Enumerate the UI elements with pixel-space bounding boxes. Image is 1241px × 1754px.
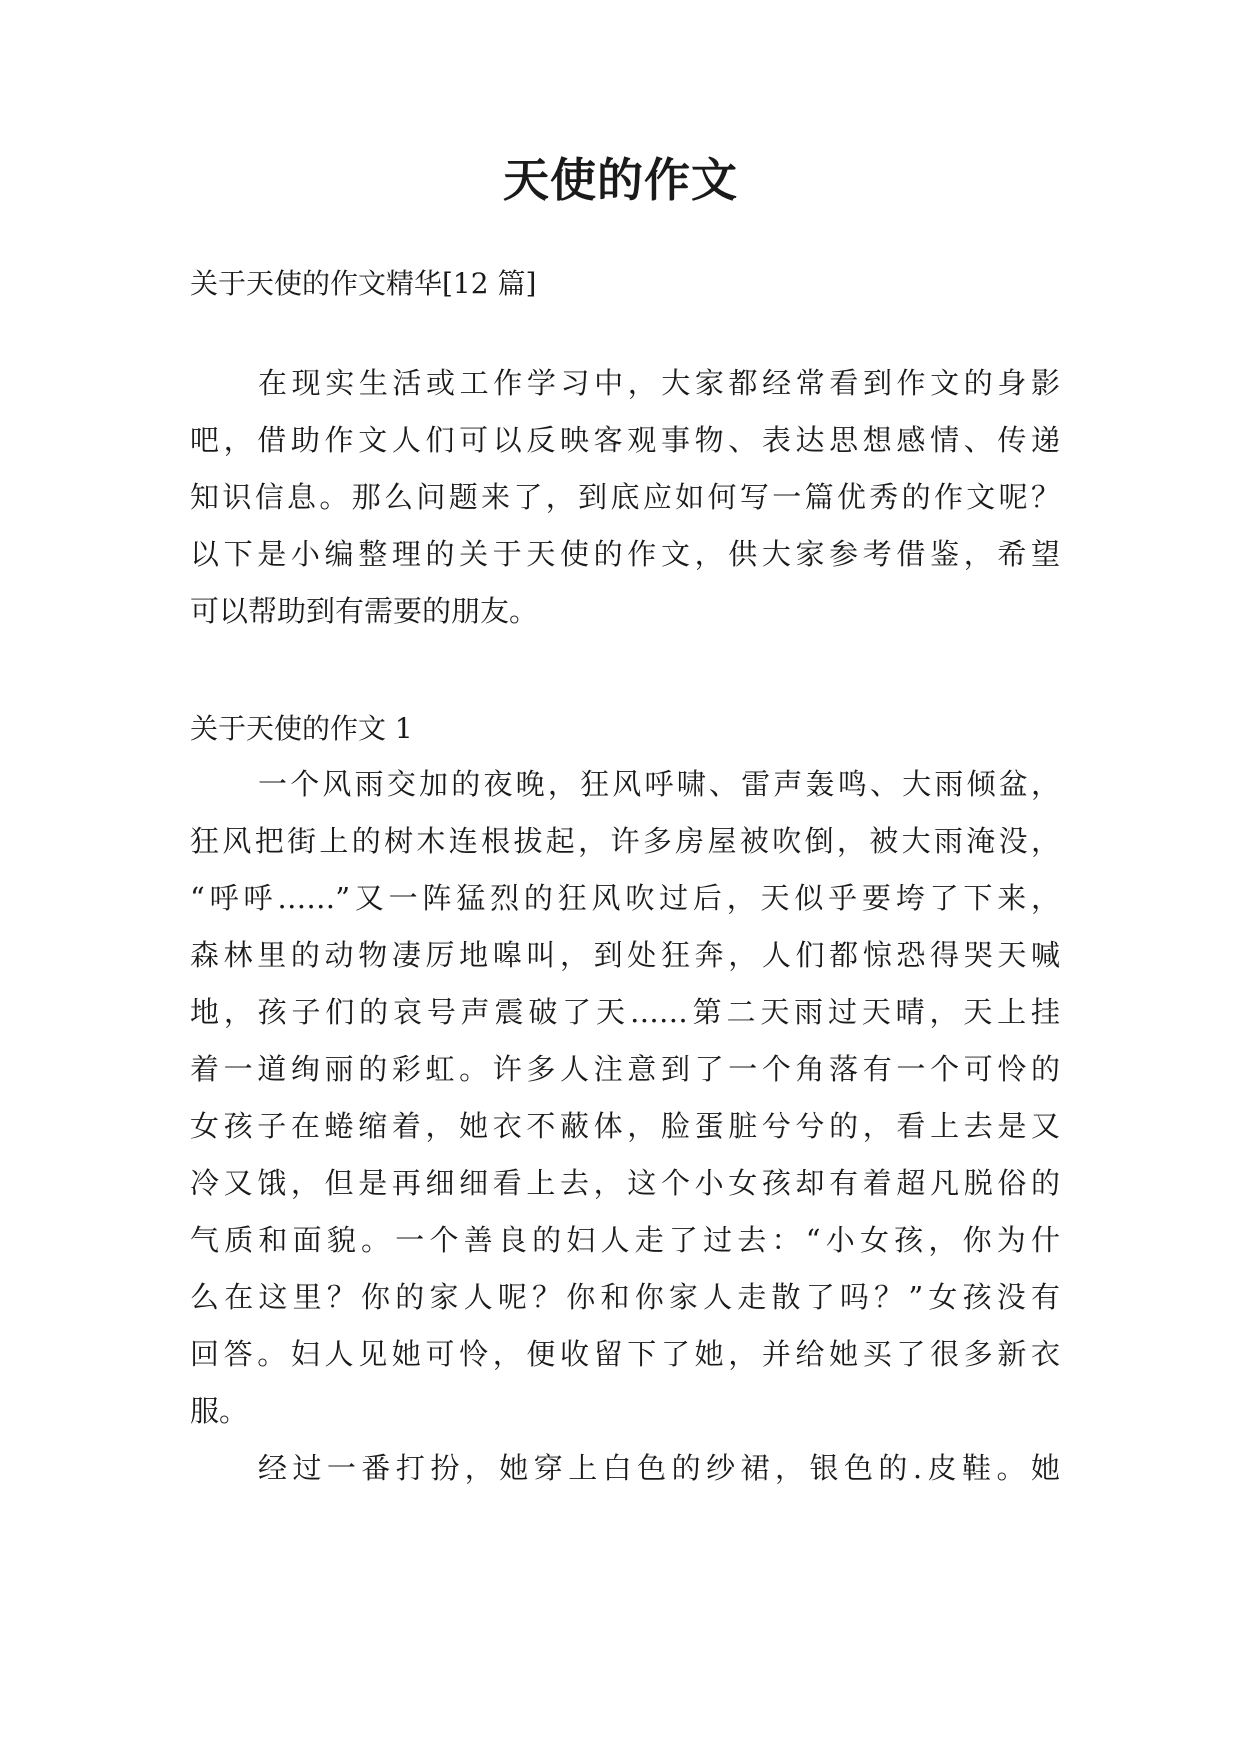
paragraph-line: 着一道绚丽的彩虹。许多人注意到了一个角落有一个可怜的 <box>190 1052 1060 1086</box>
paragraph-line: 经过一番打扮，她穿上白色的纱裙，银色的.皮鞋。她 <box>258 1451 1060 1485</box>
paragraph-line: 狂风把街上的树木连根拔起，许多房屋被吹倒，被大雨淹没， <box>190 824 1060 858</box>
section-heading: 关于天使的作文 1 <box>190 712 413 745</box>
paragraph-line: 女孩子在蜷缩着，她衣不蔽体，脸蛋脏兮兮的，看上去是又 <box>190 1109 1060 1143</box>
paragraph-line: 服。 <box>190 1394 249 1428</box>
paragraph-line: 么在这里？你的家人呢？你和你家人走散了吗？”女孩没有 <box>190 1280 1060 1314</box>
paragraph-line: “呼呼……”又一阵猛烈的狂风吹过后，天似乎要垮了下来， <box>190 881 1060 915</box>
intro-line: 吧，借助作文人们可以反映客观事物、表达思想感情、传递 <box>190 423 1060 457</box>
paragraph-line: 一个风雨交加的夜晚，狂风呼啸、雷声轰鸣、大雨倾盆， <box>258 767 1060 801</box>
paragraph-line: 冷又饿，但是再细细看上去，这个小女孩却有着超凡脱俗的 <box>190 1166 1060 1200</box>
paragraph-line: 回答。妇人见她可怜，便收留下了她，并给她买了很多新衣 <box>190 1337 1060 1371</box>
intro-line: 在现实生活或工作学习中，大家都经常看到作文的身影 <box>258 366 1060 400</box>
paragraph-line: 地，孩子们的哀号声震破了天……第二天雨过天晴，天上挂 <box>190 995 1060 1029</box>
intro-line: 知识信息。那么问题来了，到底应如何写一篇优秀的作文呢？ <box>190 480 1060 514</box>
paragraph-line: 森林里的动物凄厉地嗥叫，到处狂奔，人们都惊恐得哭天喊 <box>190 938 1060 972</box>
intro-line: 可以帮助到有需要的朋友。 <box>190 594 539 628</box>
document-title: 天使的作文 <box>503 153 738 207</box>
document-subtitle: 关于天使的作文精华[12 篇] <box>190 267 537 300</box>
paragraph-line: 气质和面貌。一个善良的妇人走了过去：“小女孩，你为什 <box>190 1223 1060 1257</box>
intro-line: 以下是小编整理的关于天使的作文，供大家参考借鉴，希望 <box>190 537 1060 571</box>
